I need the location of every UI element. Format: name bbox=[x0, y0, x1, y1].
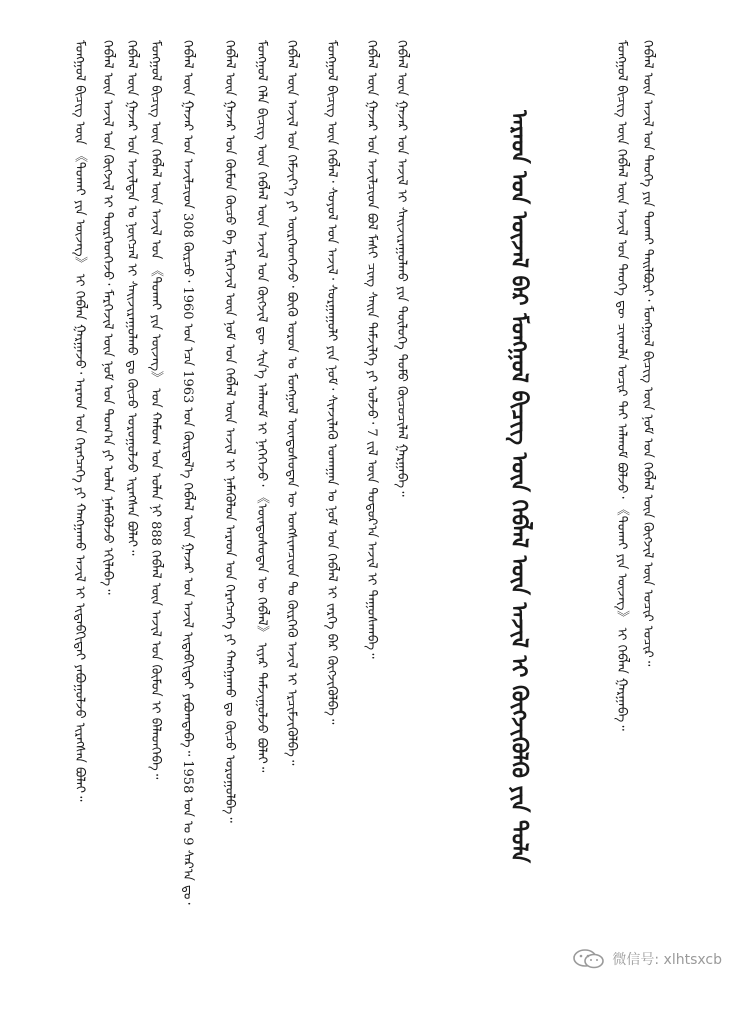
watermark-label: 微信号: xlhtsxcb bbox=[612, 952, 722, 968]
text-column: ᠬᠡᠪᠯᠡᠯ ᠦᠨ ᠭᠠᠵᠠᠷ ᠤᠨ ᠠᠵᠢᠯᠴᠢᠳ ᠪᠣᠯ ᠮᠠᠰᠢ ᠴᠢᠩ ᠰᠠᠢᠨ ᠳᠡᠮᠵᠢᠯᠭᠡ ᠶᠢ ᠣᠯᠵᠤ᠂ 7 ᠵᠢᠯ ᠦᠨ ᠳᠣᠲᠣᠷ᠎ᠠ ᠠᠵᠢᠯ ᠢ ᠳᠠᠭᠤᠰᠬᠠᠪᠠ᠃ bbox=[364, 40, 379, 659]
text-column: ᠮᠤᠩᠭᠤᠯ ᠪᠢᠴᠢᠭ ᠦᠨ 《ᠲᠤᠬᠠᠢ ᠶᠢᠨ ᠦᠵᠡᠭ》 ᠢ ᠬᠡᠪᠯᠡᠨ ᠭᠠᠷᠭᠠᠵᠤ᠂ ᠠᠷᠠᠳ ᠤᠨ ᠬᠡᠷᠡᠭᠴᠡᠭᠡ ᠶᠢ ᠬᠠᠩᠭᠠᠬᠤ ᠠᠵᠢᠯ ᠢ ᠢᠳᠡᠪᠬᠢᠲᠡᠶ ᠶᠠᠪᠤᠭᠤᠯᠵᠤ ᠢᠷᠡᠭᠰᠡᠨ ᠪᠣᠯᠠᠢ᠃ bbox=[72, 40, 87, 802]
wechat-icon bbox=[572, 949, 606, 969]
text-column: ᠬᠡᠪᠯᠡᠯ ᠦᠨ ᠭᠠᠵᠠᠷ ᠤᠨ ᠠᠵᠢᠯᠴᠢᠳ 308 ᠬᠦᠷᠴᠦ᠂ 1960 ᠣᠨ ᠡᠴᠡ 1963 ᠣᠨ ᠬᠦᠷᠲᠡᠯ᠎ᠡ ᠬᠡᠪᠯᠡᠯ ᠦᠨ ᠭᠠᠵᠠᠷ ᠤᠨ ᠠᠵᠢᠯ ᠢᠳᠡᠪᠬᠢᠲᠡᠶ ᠶᠠᠪᠤᠭᠳᠠᠪᠠ᠃ 1958 ᠣᠨ ᠤ 9 ᠰᠠᠷ᠎ᠠ ᠳᠤ᠂ bbox=[180, 40, 195, 905]
text-column: ᠬᠡᠪᠯᠡᠯ ᠦᠨ ᠭᠠᠵᠠᠷ ᠤᠨ ᠬᠦᠮᠦᠨ ᠬᠦᠴᠦ ᠪᠠ ᠮᠡᠷᠭᠡᠵᠢᠯ ᠦᠨ ᠨᠣᠮ ᠤᠨ ᠬᠡᠪᠯᠡᠯ ᠦᠨ ᠠᠵᠢᠯ ᠢ ᠨᠡᠮᠡᠭᠦᠯᠦᠨ ᠠᠷᠠᠳ ᠤᠨ ᠬᠡᠷᠡᠭᠴᠡᠭᠡ ᠶᠢ ᠬᠠᠩᠭᠠᠬᠤ ᠳᠤ ᠬᠦᠴᠦ ᠣᠷᠤᠭᠤᠯᠪᠠ᠃ bbox=[222, 40, 237, 823]
text-column: ᠮᠤᠩᠭᠤᠯ ᠬᠡᠯᠡ ᠪᠢᠴᠢᠭ ᠦᠨ ᠬᠡᠪᠯᠡᠯ ᠦᠨ ᠠᠵᠢᠯ ᠤᠨ ᠬᠥᠭᠵᠢᠯ ᠳᠦ ᠰᠢᠨ᠎ᠡ ᠠᠯᠬᠤᠮ ᠢ ᠨᠡᠭᠡᠭᠡᠵᠦ᠂ 《ᠦᠨᠳᠦᠰᠦᠲᠡᠨ ᠦ ᠬᠡᠪᠯᠡᠯ》 ᠢᠶᠡᠷ ᠳᠠᠮᠵᠢᠭᠤᠯᠵᠤ ᠪᠣᠯᠠᠢ᠃ bbox=[254, 40, 269, 773]
text-column: ᠬᠡᠪᠯᠡᠯ ᠦᠨ ᠭᠠᠵᠠᠷ ᠤᠨ ᠠᠵᠢᠯ ᠢ ᠰᠠᠢᠵᠢᠷᠠᠭᠤᠯᠬᠤ ᠶᠢᠨ ᠲᠥᠯᠥᠭᠡ ᠲᠣᠮᠣ ᠬᠦᠴᠦᠴᠢᠯᠡᠯ ᠭᠠᠷᠭᠠᠪᠠ᠃ bbox=[394, 40, 409, 497]
text-column: ᠬᠡᠪᠯᠡᠯ ᠦᠨ ᠭᠠᠵᠠᠷ ᠤᠨ ᠠᠵᠢᠯᠳᠠᠨ ᠤ ᠨᠥᠭᠴᠡᠯ ᠢ ᠰᠠᠢᠵᠢᠷᠠᠭᠤᠯᠬᠤ ᠳᠤ ᠬᠦᠴᠦ ᠣᠷᠤᠭᠤᠯᠵᠤ ᠢᠷᠡᠭᠰᠡᠨ ᠪᠣᠯᠠᠢ᠃ bbox=[124, 40, 139, 556]
text-column: ᠮᠤᠩᠭᠤᠯ ᠪᠢᠴᠢᠭ ᠦᠨ ᠬᠡᠪᠯᠡᠯ᠂ ᠰᠣᠶᠣᠯ ᠤᠨ ᠠᠵᠢᠯ᠂ ᠰᠤᠷᠭᠠᠭᠤᠯᠢ ᠶᠢᠨ ᠨᠣᠮ᠂ ᠰᠢᠨᠵᠢᠯᠡᠬᠦ ᠤᠬᠠᠭᠠᠨ ᠤ ᠨᠣᠮ ᠤᠨ ᠬᠡᠪᠯᠡᠯ ᠢ ᠵᠡᠷᠭᠡ ᠪᠡᠷ ᠬᠥᠭᠵᠢᠭᠦᠯᠪᠡ᠃ bbox=[324, 40, 339, 725]
wechat-watermark bbox=[572, 949, 722, 969]
text-column: ᠬᠡᠪᠯᠡᠯ ᠦᠨ ᠠᠵᠢᠯ ᠤᠨ ᠬᠡᠮᠵᠢᠶ᠎ᠡ ᠶᠢ ᠥᠷᠭᠡᠳᠬᠡᠵᠦ᠂ ᠪᠦᠬᠦ ᠣᠷᠤᠨ ᠤ ᠮᠤᠩᠭᠤᠯ ᠦᠨᠳᠦᠰᠦᠲᠡᠨ ᠦ ᠤᠩᠰᠢᠭᠴᠢᠳ ᠲᠤ ᠬᠦᠷᠭᠡᠬᠦ ᠠᠵᠢᠯ ᠢ ᠡᠷᠴᠢᠮᠵᠢᠭᠦᠯᠪᠡ᠃ bbox=[284, 40, 299, 766]
document-title: ᠠᠷᠠᠳ ᠤᠨ ᠦᠵᠡᠯ ᠪᠠᠷ ᠮᠤᠩᠭᠤᠯ ᠪᠢᠴᠢᠭ ᠦᠨ ᠬᠡᠪᠯᠡᠯ ᠦᠨ ᠠᠵᠢᠯ ᠢ ᠬᠥᠭᠵᠢᠭᠦᠯᠬᠦ ᠶᠢᠨ ᠲᠤᠯᠠ bbox=[506, 110, 532, 863]
text-column: ᠬᠡᠪᠯᠡᠯ ᠦᠨ ᠠᠵᠢᠯ ᠤᠨ ᠬᠥᠭᠵᠢᠯ ᠢ ᠲᠦᠷᠭᠡᠳᠬᠡᠵᠦ᠂ ᠮᠡᠷᠭᠡᠵᠢᠯ ᠦᠨ ᠨᠣᠮ ᠤᠨ ᠲᠣᠭ᠎ᠠ ᠶᠢ ᠣᠯᠠᠨ ᠨᠡᠮᠡᠭᠦᠯᠵᠦ ᠡᠬᠢᠯᠡᠪᠡ᠃ bbox=[100, 40, 115, 595]
text-column: ᠮᠤᠩᠭᠤᠯ ᠪᠢᠴᠢᠭ ᠦᠨ ᠬᠡᠪᠯᠡᠯ ᠦᠨ ᠠᠵᠢᠯ ᠤᠨ 《ᠲᠤᠬᠠᠢ ᠶᠢᠨ ᠦᠵᠡᠭ》 ᠤᠨ ᠬᠠᠮᠤᠭ ᠤᠨ ᠣᠯᠠᠨ ᠨᠢ 888 ᠬᠡᠪᠯᠡᠯ ᠦᠨ ᠠᠵᠢᠯ ᠤᠨ ᠬᠦᠮᠦᠨ ᠢ ᠪᠡᠯᠡᠳᠬᠡᠪᠡ᠃ bbox=[148, 40, 163, 780]
text-column: ᠮᠤᠩᠭᠤᠯ ᠪᠢᠴᠢᠭ ᠦᠨ ᠬᠡᠪᠯᠡᠯ ᠦᠨ ᠠᠵᠢᠯ ᠤᠨ ᠲᠡᠦᠬᠡ ᠳᠦ ᠴᠢᠬᠤᠯᠠ ᠤᠴᠢᠷ ᠲᠠᠢ ᠠᠯᠬᠤᠮ ᠪᠣᠯᠵᠤ᠂ 《ᠲᠤᠬᠠᠢ ᠶᠢᠨ ᠦᠵᠡᠭ》 ᠢ ᠬᠡᠪᠯᠡᠨ ᠭᠠᠷᠭᠠᠪᠠ᠃ bbox=[614, 40, 629, 731]
text-column: ᠬᠡᠪᠯᠡᠯ ᠦᠨ ᠠᠵᠢᠯ ᠤᠨ ᠲᠡᠦᠬᠡ ᠶᠢᠨ ᠲᠤᠬᠠᠢ ᠲᠠᠢᠯᠪᠤᠷᠢ᠂ ᠮᠤᠩᠭᠤᠯ ᠪᠢᠴᠢᠭ ᠦᠨ ᠨᠣᠮ ᠤᠨ ᠬᠡᠪᠯᠡᠯ ᠦᠨ ᠬᠥᠭᠵᠢᠯ ᠦᠨ ᠣᠴᠢᠷ ᠤᠴᠢᠷ᠃ bbox=[640, 40, 655, 667]
